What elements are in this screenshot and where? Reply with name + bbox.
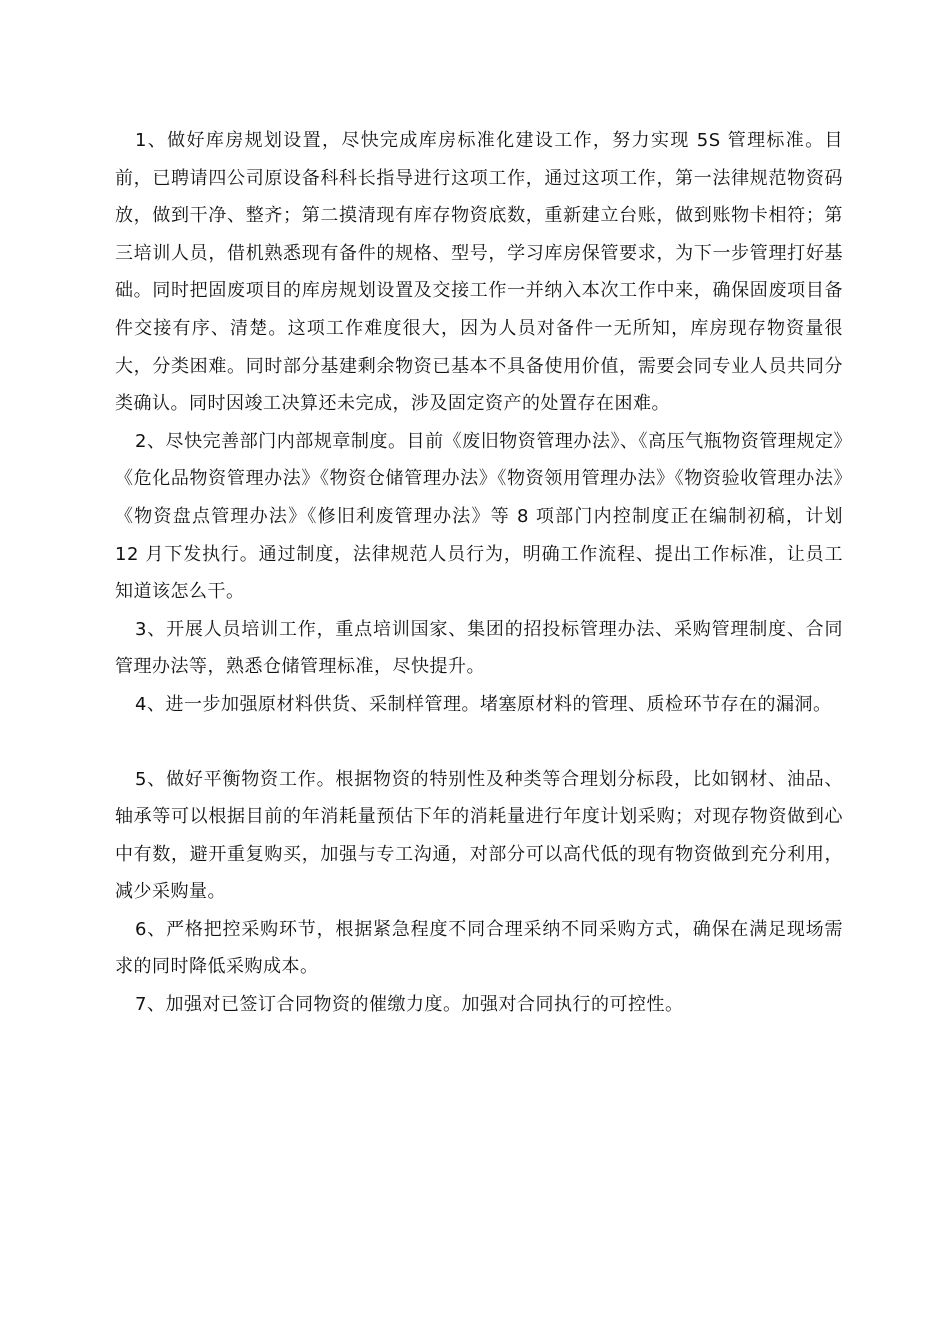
document-body: [115, 122, 843, 1024]
paragraph-item-3: 3、开展人员培训工作，重点培训国家、集团的招投标管理办法、采购管理制度、合同管理办法等，熟悉仓储管理标准，尽快提升。: [115, 618, 843, 678]
paragraph-item-6: 6、严格把控采购环节，根据紧急程度不同合理采纳不同采购方式，确保在满足现场需求的同时降低采购成本。: [115, 918, 843, 978]
paragraph-item-5: 5、做好平衡物资工作。根据物资的特别性及种类等合理划分标段，比如钢材、油品、轴承等可以根据目前的年消耗量预估下年的消耗量进行年度计划采购；对现存物资做到心中有数，避开重复购买，加强与专工沟通，对部分可以高代低的现有物资做到充分利用，减少采购量。: [115, 768, 843, 903]
paragraph-item-2: 2、尽快完善部门内部规章制度。目前《废旧物资管理办法》、《高压气瓶物资管理规定》《危化品物资管理办法》《物资仓储管理办法》《物资领用管理办法》《物资验收管理办法》《物资盘点管理办法》《修旧利废管理办法》等 8 项部门内控制度正在编制初稿，计划 12 月下发执行。通过制度，法律规范人员行为，明确工作流程、提出工作标准，让员工知道该怎么干。: [115, 430, 843, 603]
paragraph-item-1: 1、做好库房规划设置，尽快完成库房标准化建设工作，努力实现 5S 管理标准。目前，已聘请四公司原设备科科长指导进行这项工作，通过这项工作，第一法律规范物资码放，做到干净、整齐；第二摸清现有库存物资底数，重新建立台账，做到账物卡相符；第三培训人员，借机熟悉现有备件的规格、型号，学习库房保管要求，为下一步管理打好基础。同时把固废项目的库房规划设置及交接工作一并纳入本次工作中来，确保固废项目备件交接有序、清楚。这项工作难度很大，因为人员对备件一无所知，库房现存物资量很大，分类困难。同时部分基建剩余物资已基本不具备使用价值，需要会同专业人员共同分类确认。同时因竣工决算还未完成，涉及固定资产的处置存在困难。: [115, 130, 843, 415]
paragraph-item-4: 4、进一步加强原材料供货、采制样管理。堵塞原材料的管理、质检环节存在的漏洞。: [135, 693, 832, 715]
paragraph-item-7: 7、加强对已签订合同物资的催缴力度。加强对合同执行的可控性。: [135, 994, 684, 1016]
